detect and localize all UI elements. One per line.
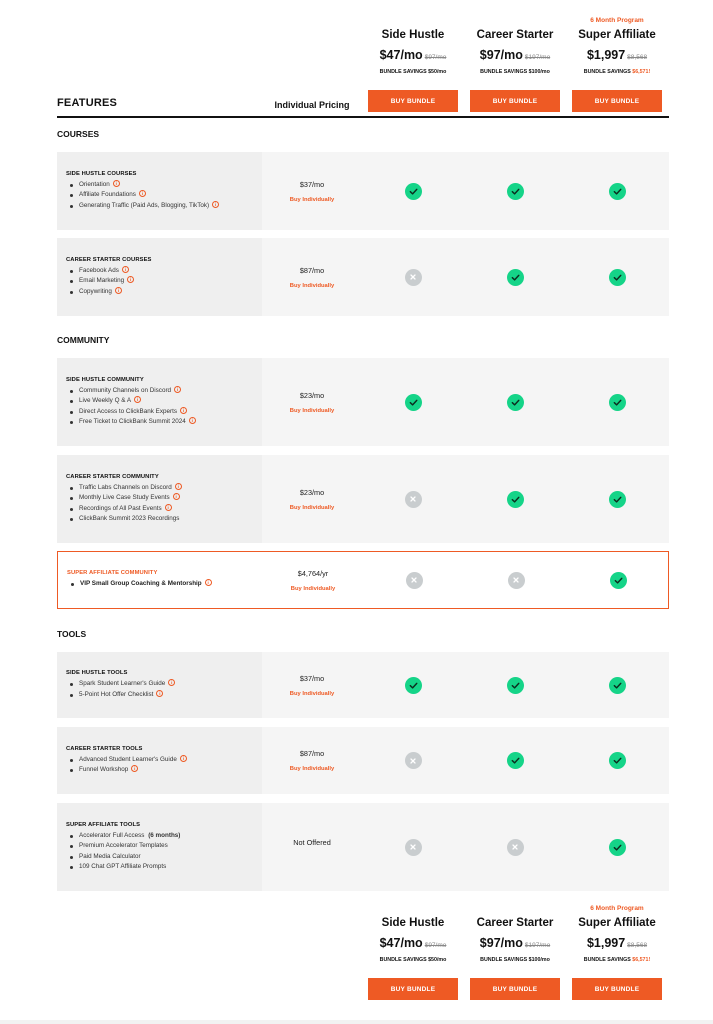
cross-icon-side-hustle	[405, 269, 422, 286]
list-item: Generating Traffic (Paid Ads, Blogging, TikTok) i	[69, 201, 262, 212]
check-icon-career-starter	[507, 677, 524, 694]
info-icon[interactable]: i	[127, 276, 134, 283]
page-bottom-edge	[0, 1020, 713, 1024]
savings-label: BUNDLE SAVINGS	[480, 957, 528, 963]
list-item: Traffic Labs Channels on Discord i	[69, 483, 262, 494]
plan-tag: 6 Month Program	[590, 17, 644, 24]
individual-price: Not Offered	[293, 838, 331, 847]
info-icon[interactable]: i	[189, 417, 196, 424]
list-item: Advanced Student Learner's Guide i	[69, 755, 262, 766]
features-heading: FEATURES	[57, 97, 118, 109]
savings-label: BUNDLE SAVINGS	[379, 69, 427, 75]
info-icon[interactable]: i	[173, 493, 180, 500]
plan-name: Super Affiliate	[578, 29, 656, 41]
row-title: CAREER STARTER COMMUNITY	[66, 473, 159, 480]
info-icon[interactable]: i	[165, 504, 172, 511]
section-tools: TOOLS	[57, 629, 87, 639]
savings-value: $100/mo	[528, 957, 550, 963]
check-icon-super-affiliate	[609, 839, 626, 856]
savings-label: BUNDLE SAVINGS	[379, 957, 427, 963]
list-item: Community Channels on Discord i	[69, 386, 262, 397]
list-item: VIP Small Group Coaching & Mentorship i	[70, 579, 263, 590]
info-icon[interactable]: i	[115, 287, 122, 294]
cross-icon-side-hustle	[406, 572, 423, 589]
list-item: Spark Student Learner's Guide i	[69, 679, 262, 690]
row-title: CAREER STARTER TOOLS	[66, 745, 143, 752]
plan-career-starter-bottom	[460, 904, 570, 964]
plan-name: Career Starter	[476, 29, 554, 41]
plan-side-hustle	[358, 16, 468, 76]
feature-row-super-affiliate-tools	[57, 803, 669, 891]
individual-price: $87/mo	[299, 265, 325, 275]
buy-bundle-side-hustle-button[interactable]: BUY BUNDLE	[368, 90, 458, 112]
check-icon-side-hustle	[405, 183, 422, 200]
check-icon-super-affiliate	[609, 491, 626, 508]
list-item: Funnel Workshop i	[69, 765, 262, 776]
info-icon[interactable]: i	[139, 190, 146, 197]
list-item: Recordings of All Past Events i	[69, 504, 262, 515]
plan-super-affiliate-bottom	[562, 904, 672, 964]
row-title: CAREER STARTER COURSES	[66, 256, 152, 263]
plan-name: Career Starter	[476, 917, 554, 929]
list-item: 109 Chat GPT Affiliate Prompts	[69, 862, 262, 873]
buy-individually-link[interactable]: Buy Individually	[290, 585, 336, 592]
plan-tag	[460, 16, 570, 25]
info-icon[interactable]: i	[180, 407, 187, 414]
info-icon[interactable]: i	[122, 266, 129, 273]
plan-super-affiliate	[562, 16, 672, 76]
list-item: Facebook Ads i	[69, 266, 262, 277]
info-icon[interactable]: i	[156, 690, 163, 697]
plan-tag	[358, 904, 468, 913]
info-icon[interactable]: i	[113, 180, 120, 187]
buy-bundle-super-affiliate-button-bottom[interactable]: BUY BUNDLE	[572, 978, 662, 1000]
check-icon-super-affiliate	[609, 752, 626, 769]
list-item: Paid Media Calculator	[69, 852, 262, 863]
savings-label: BUNDLE SAVINGS	[583, 957, 631, 963]
individual-pricing-heading: Individual Pricing	[274, 100, 350, 110]
feature-row-career-starter-courses	[57, 238, 669, 316]
plan-side-hustle-bottom	[358, 904, 468, 964]
check-icon-career-starter	[507, 394, 524, 411]
savings-label: BUNDLE SAVINGS	[583, 69, 631, 75]
buy-individually-link[interactable]: Buy Individually	[289, 282, 335, 289]
feature-row-side-hustle-courses	[57, 152, 669, 230]
info-icon[interactable]: i	[131, 765, 138, 772]
plan-name: Side Hustle	[381, 29, 445, 41]
buy-bundle-career-starter-button[interactable]: BUY BUNDLE	[470, 90, 560, 112]
info-icon[interactable]: i	[175, 483, 182, 490]
plan-name: Super Affiliate	[578, 917, 656, 929]
list-item: 5-Point Hot Offer Checklist i	[69, 690, 262, 701]
buy-individually-link[interactable]: Buy Individually	[289, 407, 335, 414]
buy-individually-link[interactable]: Buy Individually	[289, 766, 335, 772]
individual-price: $37/mo	[299, 673, 325, 683]
individual-price: $37/mo	[299, 179, 325, 189]
plan-strike-price: $197/mo	[524, 942, 551, 949]
plan-price: $1,997	[586, 48, 626, 62]
list-item: Live Weekly Q & A i	[69, 396, 262, 407]
plan-price: $97/mo	[479, 936, 523, 950]
list-item: Email Marketing i	[69, 276, 262, 287]
individual-price: $23/mo	[299, 487, 325, 497]
cross-icon-side-hustle	[405, 752, 422, 769]
header-divider	[57, 116, 669, 118]
feature-row-career-starter-tools	[57, 727, 669, 794]
list-item: Free Ticket to ClickBank Summit 2024 i	[69, 417, 262, 428]
info-icon[interactable]: i	[205, 579, 212, 586]
plan-price: $47/mo	[379, 936, 423, 950]
plan-strike-price: $97/mo	[424, 54, 447, 61]
check-icon-super-affiliate	[610, 572, 627, 589]
list-item: Copywriting i	[69, 287, 262, 298]
info-icon[interactable]: i	[168, 679, 175, 686]
cross-icon-side-hustle	[405, 491, 422, 508]
check-icon-side-hustle	[405, 677, 422, 694]
row-title: SUPER AFFILIATE TOOLS	[66, 821, 141, 828]
plan-career-starter	[460, 16, 570, 76]
buy-bundle-super-affiliate-button[interactable]: BUY BUNDLE	[572, 90, 662, 112]
section-community: COMMUNITY	[57, 335, 110, 345]
cross-icon-side-hustle	[405, 839, 422, 856]
plan-strike-price: $97/mo	[424, 942, 447, 949]
plan-tag: 6 Month Program	[590, 905, 644, 912]
individual-price: $87/mo	[299, 749, 325, 758]
check-icon-super-affiliate	[609, 183, 626, 200]
buy-individually-link[interactable]: Buy Individually	[289, 196, 335, 203]
plan-price: $97/mo	[479, 48, 523, 62]
check-icon-side-hustle	[405, 394, 422, 411]
check-icon-career-starter	[507, 183, 524, 200]
check-icon-career-starter	[507, 752, 524, 769]
list-item: Direct Access to ClickBank Experts i	[69, 407, 262, 418]
list-item: Monthly Live Case Study Events i	[69, 493, 262, 504]
plan-tag	[358, 16, 468, 25]
list-item: Orientation i	[69, 180, 262, 191]
buy-bundle-side-hustle-button-bottom[interactable]: BUY BUNDLE	[368, 978, 458, 1000]
cross-icon-career-starter	[507, 839, 524, 856]
savings-value: $50/mo	[428, 957, 447, 963]
plan-strike-price: $197/mo	[524, 54, 551, 61]
savings-value: $100/mo	[528, 69, 550, 75]
list-item: Premium Accelerator Templates	[69, 841, 262, 852]
savings-value: $6,571!	[632, 69, 651, 75]
plan-price: $47/mo	[379, 48, 423, 62]
savings-value: $50/mo	[428, 69, 447, 75]
individual-price: $4,764/yr	[297, 568, 329, 578]
info-icon[interactable]: i	[180, 755, 187, 762]
cross-icon-career-starter	[508, 572, 525, 589]
savings-label: BUNDLE SAVINGS	[480, 69, 528, 75]
feature-row-side-hustle-community	[57, 358, 669, 446]
check-icon-career-starter	[507, 491, 524, 508]
row-title: SIDE HUSTLE TOOLS	[66, 670, 128, 676]
row-title: SIDE HUSTLE COURSES	[66, 170, 137, 177]
plan-name: Side Hustle	[381, 917, 445, 929]
feature-row-career-starter-community	[57, 455, 669, 543]
buy-individually-link[interactable]: Buy Individually	[289, 690, 335, 697]
individual-price: $23/mo	[299, 390, 325, 400]
check-icon-super-affiliate	[609, 269, 626, 286]
check-icon-career-starter	[507, 269, 524, 286]
list-item: ClickBank Summit 2023 Recordings	[69, 514, 262, 525]
list-item: Affiliate Foundations i	[69, 190, 262, 201]
row-title: SIDE HUSTLE COMMUNITY	[66, 376, 144, 383]
savings-value: $6,571!	[632, 957, 651, 963]
feature-row-super-affiliate-community	[57, 551, 669, 609]
info-icon[interactable]: i	[212, 201, 219, 208]
buy-individually-link[interactable]: Buy Individually	[289, 504, 335, 511]
plan-tag	[460, 904, 570, 913]
plan-strike-price: $8,568	[627, 54, 648, 61]
section-courses: COURSES	[57, 129, 100, 139]
buy-bundle-career-starter-button-bottom[interactable]: BUY BUNDLE	[470, 978, 560, 1000]
plan-price: $1,997	[586, 936, 626, 950]
row-title: SUPER AFFILIATE COMMUNITY	[67, 570, 158, 577]
check-icon-super-affiliate	[609, 677, 626, 694]
info-icon[interactable]: i	[134, 396, 141, 403]
plan-strike-price: $8,568	[627, 942, 648, 949]
feature-row-side-hustle-tools	[57, 652, 669, 718]
info-icon[interactable]: i	[174, 386, 181, 393]
list-item: Accelerator Full Access (6 months)	[69, 831, 262, 842]
check-icon-super-affiliate	[609, 394, 626, 411]
